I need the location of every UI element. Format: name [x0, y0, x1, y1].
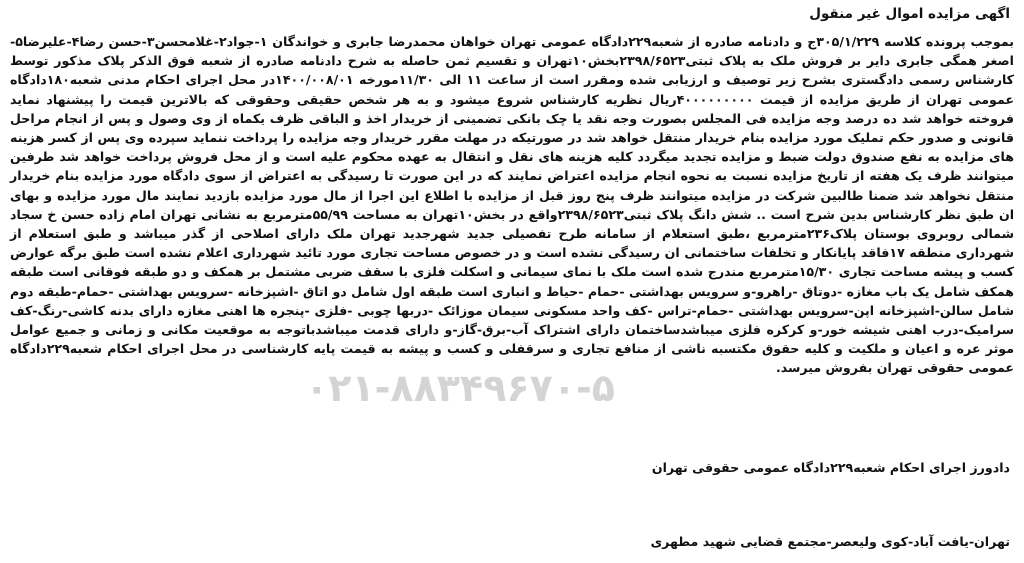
- notice-title: اگهی مزایده اموال غیر منقول: [809, 6, 1010, 22]
- notice-body: بموجب پرونده کلاسه ۳۰۵/۱/۲۲۹ج و دادنامه صادره از شعبه۲۲۹دادگاه عمومی تهران خواهان محمدرضا جابری و خواندگان ۱-جواد۲-غلامحسن۳-حسن رضا۴-علیرضا۵-اصغر همگی جابری دایر بر فروش ملک به پلاک ثبتی۲۳۹۸/۶۵۲۳بخش۱۰تهران و تقسیم ثمن حاصله به شرح دادنامه صادره از شعبه فوق الذکر پلاک مذکور توسط کارشناس رسمی دادگستری بشرح زیر توصیف و ارزیابی شده ومقرر است از ساعت ۱۱ الی ۱۱/۳۰مورخه ۱۴۰۰/۰۰۸/۰۱در محل اجرای احکام مدنی شعبه۱۸۰دادگاه عمومی تهران از طریق مزایده از قیمت ۴۰۰۰۰۰۰۰۰۰ریال نظریه کارشناس شروع میشود و به هر شخص حقیقی وحقوقی که بالاترین قیمت را پیشنهاد نماید فروخته خواهد شد ده درصد وجه مزایده فی المجلس بصورت وجه نقد یا چک بانکی تضمینی از خریدار اخذ و الباقی ظرف یکماه از وی وصول و پس از انجام مراحل قانونی و صدور حکم تملیک مورد مزایده بنام خریدار منتقل خواهد شد در صورتیکه در مهلت مقرر خریدار وجه مزایده را پرداخت ننماید سپرده وی پس از کسر هزینه های مزایده به نفع صندوق دولت ضبط و مزایده تجدید میگردد کلیه هزینه های نقل و انتقال به عهده محکوم علیه است و از محل فروش پرداخت خواهد شد طرفین میتوانند ظرف یک هفته از تاریخ مزایده نسبت به نحوه انجام مزایده اعتراض نمایند که در این صورت تا رسیدگی به اعتراض از سوی دادگاه مورد مزایده بنام خریدار منتقل نخواهد شد ضمنا طالبین شرکت در مزایده میتوانند ظرف پنج روز قبل از مزایده با اطلاع این اجرا از مال مورد مزایده بازدید نمایند مال مورد مزایده و بهای ان طبق نظر کارشناس بدین شرح است .. شش دانگ پلاک ثبتی۲۳۹۸/۶۵۲۳واقع در بخش۱۰تهران به مساحت ۵۵/۹۹مترمربع به نشانی تهران امام زاده حسن خ سجاد شمالی روبروی بوستان پلاک۲۳۶مترمربع ،طبق استعلام از سامانه طرح تفصیلی جدید شهرجدید تهران ملک دارای اصلاحی از گذر میباشد و طبق استعلام از شهرداری منطقه ۱۷فاقد پایانکار و تخلفات ساختمانی ان رسیدگی نشده است و در خصوص مساحت تجاری مورد تائید شهرداری اعلام نشده است طبق برگه عوارض کسب و پیشه مساحت تجاری ۱۵/۳۰مترمربع مندرج شده است ملک با نمای سیمانی و اسکلت فلزی با سقف ضربی مشتمل بر همکف و دو طبقه فوقانی است طبقه همکف شامل یک باب مغازه -دوتاق -راهرو-و سرویس بهداشتی -حمام -حیاط و انباری است طبقه اول شامل دو اتاق -اشپزخانه -سرویس بهداشتی -حمام-طبقه دوم شامل سالن-اشپزخانه اپن-سرویس بهداشتی -حمام-تراس -کف واحد مسکونی سیمان موزائک -دربها چوبی -فلزی -پنجره ها اهنی مغازه دارای بدنه کاشی-رنگ-کف سرامیک-درب اهنی شیشه خور-و کرکره فلزی میباشدساختمان دارای اشتراک آب-برق-گاز-و دارای قدمت میباشدباتوجه به موقعیت مکانی و زمانی و جمیع عوامل موثر عره و اعیان و ملکیت و کلیه حقوق مکتسبه ناشی از منافع تجاری و سرقفلی و کسب و پیشه به قیمت پایه کارشناسی در محل اجرای احکام شعبه۲۲۹دادگاه عمومی حقوقی تهران بفروش میرسد.: [10, 34, 1015, 376]
- phone-watermark: ۰۲۱-۸۸۳۴۹۶۷۰-۵: [305, 366, 615, 410]
- address-line: تهران-یافت آباد-کوی ولیعصر-مجتمع قضایی شهید مطهری: [650, 534, 1010, 549]
- signature-line: دادورز اجرای احکام شعبه۲۲۹دادگاه عمومی حقوقی تهران: [651, 460, 1010, 475]
